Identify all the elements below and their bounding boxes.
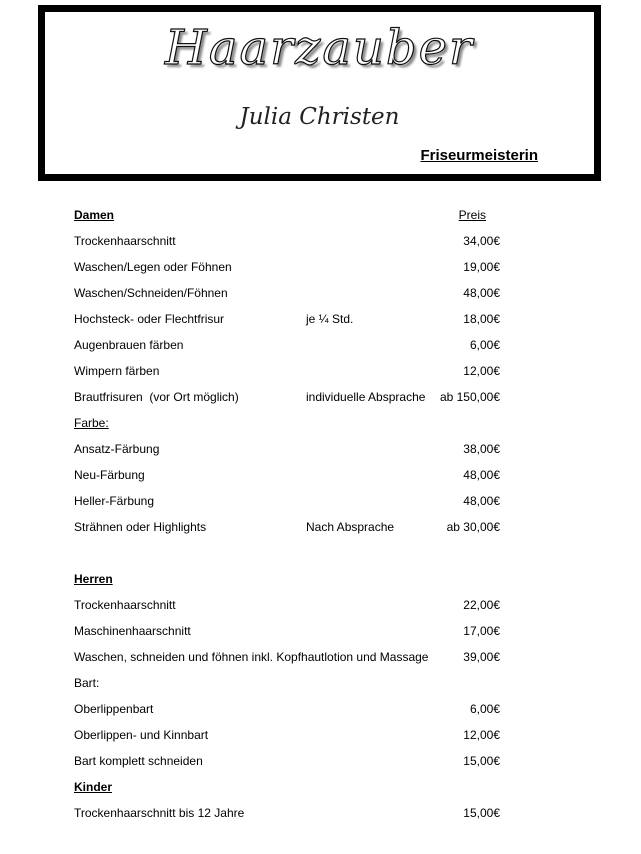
list-item (74, 436, 504, 462)
service-price: 22,00€ (463, 598, 500, 612)
list-item (74, 280, 504, 306)
list-item (74, 228, 504, 254)
list-item (74, 722, 504, 748)
service-price: 18,00€ (463, 312, 500, 326)
service-price: 48,00€ (463, 286, 500, 300)
service-price: 38,00€ (463, 442, 500, 456)
subsection-heading-bart: Bart: (74, 676, 100, 690)
header-box (38, 5, 601, 181)
service-price: ab 30,00€ (446, 520, 500, 534)
subsection-heading-farbe: Farbe: (74, 416, 109, 430)
spacer (74, 540, 504, 566)
service-price: 15,00€ (463, 754, 500, 768)
service-name: Maschinenhaarschnitt (74, 624, 191, 638)
service-price: 15,00€ (463, 806, 500, 820)
service-note: Nach Absprache (306, 520, 395, 534)
service-price: 6,00€ (469, 702, 500, 716)
list-item (74, 358, 504, 384)
service-price: 39,00€ (463, 650, 500, 664)
list-item (74, 332, 504, 358)
service-name: Waschen/Legen oder Föhnen (74, 260, 232, 274)
service-name: Oberlippenbart (74, 702, 154, 716)
service-price: 12,00€ (463, 364, 500, 378)
service-name: Trockenhaarschnitt bis 12 Jahre (74, 806, 245, 820)
service-note: individuelle Absprache (306, 390, 426, 404)
list-item (74, 488, 504, 514)
list-item (74, 384, 504, 410)
service-price: 19,00€ (463, 260, 500, 274)
owner-name: Julia Christen (239, 104, 400, 130)
service-name: Bart komplett schneiden (74, 754, 203, 768)
section-heading-damen: Damen (74, 208, 115, 222)
list-item (74, 514, 504, 540)
service-name: Waschen, schneiden und föhnen inkl. Kopfhautlotion und Massage (74, 650, 429, 664)
subsection-header-bart (74, 670, 504, 696)
service-name: Brautfrisuren (vor Ort möglich) (74, 390, 239, 404)
service-price: 48,00€ (463, 494, 500, 508)
list-item (74, 592, 504, 618)
service-name: Strähnen oder Highlights (74, 520, 207, 534)
owner-title: Friseurmeisterin (420, 147, 538, 164)
list-item (74, 696, 504, 722)
service-price: 12,00€ (463, 728, 500, 742)
brand-title: Haarzauber (165, 20, 474, 76)
section-header-kinder (74, 774, 504, 800)
list-item (74, 306, 504, 332)
service-name: Hochsteck- oder Flechtfrisur (74, 312, 225, 326)
price-list (74, 202, 504, 826)
list-item (74, 644, 504, 670)
section-header-herren (74, 566, 504, 592)
service-name: Trockenhaarschnitt (74, 598, 176, 612)
service-price: 17,00€ (463, 624, 500, 638)
section-header-damen (74, 202, 504, 228)
service-price: 6,00€ (469, 338, 500, 352)
service-name: Trockenhaarschnitt (74, 234, 176, 248)
service-name: Waschen/Schneiden/Föhnen (74, 286, 228, 300)
section-heading-herren: Herren (74, 572, 113, 586)
list-item (74, 748, 504, 774)
service-name: Ansatz-Färbung (74, 442, 160, 456)
service-name: Oberlippen- und Kinnbart (74, 728, 209, 742)
service-note: je ¼ Std. (306, 312, 354, 326)
service-name: Heller-Färbung (74, 494, 155, 508)
list-item (74, 618, 504, 644)
service-name: Wimpern färben (74, 364, 160, 378)
service-price: 34,00€ (463, 234, 500, 248)
service-price: ab 150,00€ (439, 390, 500, 404)
service-name: Neu-Färbung (74, 468, 145, 482)
list-item (74, 254, 504, 280)
service-name: Augenbrauen färben (74, 338, 184, 352)
section-heading-kinder: Kinder (74, 780, 113, 794)
subsection-header-farbe (74, 410, 504, 436)
service-price: 48,00€ (463, 468, 500, 482)
list-item (74, 462, 504, 488)
price-column-label: Preis (458, 208, 486, 222)
list-item (74, 800, 504, 826)
